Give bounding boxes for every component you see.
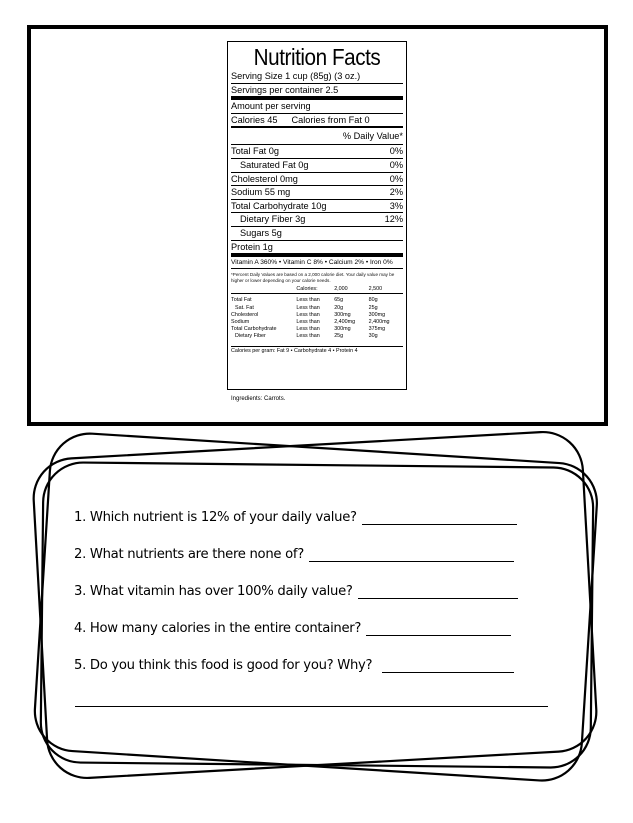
nutrient-row: Dietary Fiber 3g 12% bbox=[231, 213, 403, 227]
question-list bbox=[74, 510, 554, 695]
daily-value-header: % Daily Value* bbox=[231, 128, 403, 145]
question-1: 1. Which nutrient is 12% of your daily value? bbox=[74, 510, 554, 547]
table-row: Cholesterol Less than 300mg 300mg bbox=[231, 311, 386, 318]
table-row: Dietary Fiber Less than 25g 30g bbox=[235, 333, 378, 340]
servings-per-container: Servings per container 2.5 bbox=[231, 84, 403, 101]
question-4: 4. How many calories in the entire container? bbox=[74, 621, 554, 658]
answer-blank-1[interactable] bbox=[362, 510, 517, 525]
vitamins-line: Vitamin A 360% • Vitamin C 8% • Calcium 2% • Iron 0% bbox=[231, 257, 403, 269]
nutrient-row: Saturated Fat 0g 0% bbox=[231, 159, 403, 173]
answer-line-extra[interactable] bbox=[75, 706, 548, 707]
amount-per-serving: Amount per serving bbox=[231, 100, 403, 114]
table-row: Total Carbohydrate Less than 300mg 375mg bbox=[231, 326, 386, 333]
nutrient-row: Total Carbohydrate 10g 3% bbox=[231, 200, 403, 214]
nutrient-row: Total Fat 0g 0% bbox=[231, 145, 403, 159]
question-5: 5. Do you think this food is good for you? Why? bbox=[74, 658, 554, 695]
answer-blank-5[interactable] bbox=[382, 658, 514, 673]
nutrient-row: Sodium 55 mg 2% bbox=[231, 186, 403, 200]
nutrient-row: Protein 1g bbox=[231, 241, 403, 258]
calories-from-fat: Calories from Fat 0 bbox=[291, 114, 370, 125]
calories-per-gram: Calories per gram: Fat 9 • Carbohydrate 4 • Protein 4 bbox=[231, 346, 403, 356]
answer-blank-3[interactable] bbox=[358, 584, 518, 599]
table-row: Sodium Less than 2,400mg 2,400mg bbox=[231, 318, 390, 325]
footnote: *Percent Daily Values are based on a 2,000 calorie diet. Your daily value may be higher or lower depending on your calorie needs. bbox=[231, 272, 395, 283]
ingredients: Ingredients: Carrots. bbox=[231, 396, 286, 402]
answer-blank-4[interactable] bbox=[366, 621, 511, 636]
serving-size: Serving Size 1 cup (85g) (3 oz.) bbox=[231, 70, 403, 84]
nutrient-row: Sugars 5g bbox=[231, 227, 403, 241]
nutrition-facts-title: Nutrition Facts bbox=[253, 44, 381, 70]
answer-blank-2[interactable] bbox=[309, 547, 514, 562]
calories-value: Calories 45 bbox=[231, 114, 278, 125]
nutrient-row: Cholesterol 0mg 0% bbox=[231, 173, 403, 187]
table-row: Total Fat Less than 65g 80g bbox=[231, 297, 378, 304]
table-row: Sat. Fat Less than 20g 25g bbox=[235, 304, 378, 311]
table-header-row: Calories: 2,000 2,500 bbox=[231, 285, 403, 294]
question-3: 3. What vitamin has over 100% daily value? bbox=[74, 584, 554, 621]
question-2: 2. What nutrients are there none of? bbox=[74, 547, 554, 584]
